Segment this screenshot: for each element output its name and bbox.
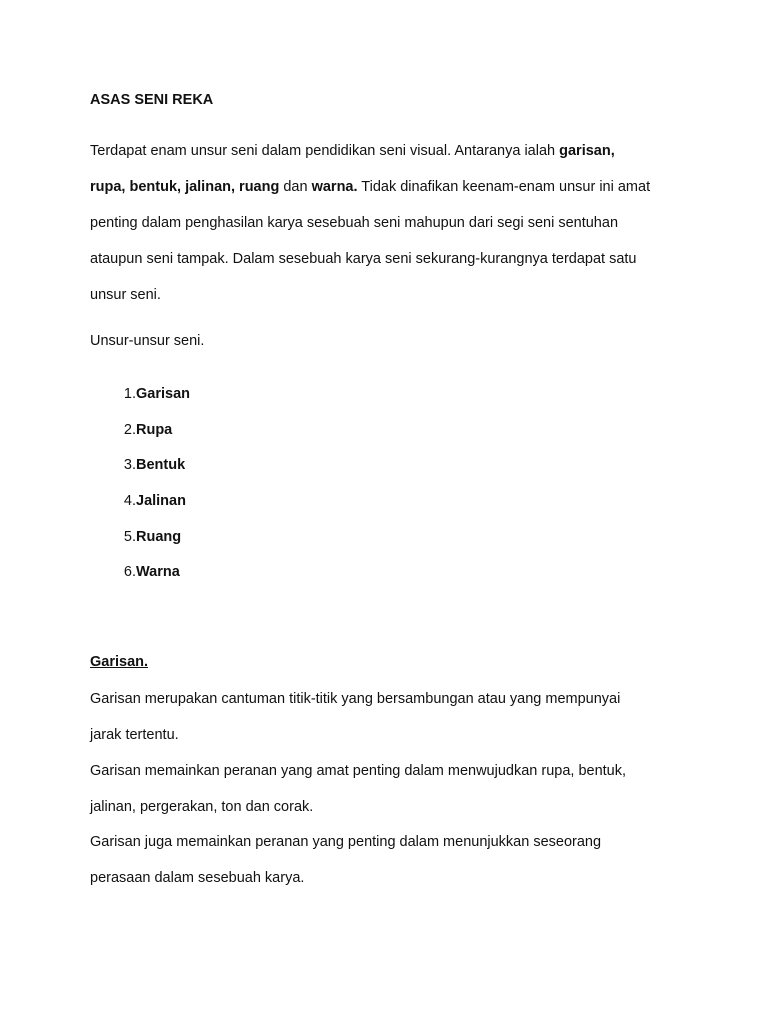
list-label: Jalinan [136, 493, 186, 510]
intro-paragraph [90, 133, 650, 313]
list-label: Rupa [136, 421, 173, 438]
list-label: Ruang [136, 528, 182, 545]
intro-bold-terms: rupa, bentuk, jalinan, ruang [90, 179, 280, 195]
list-number: 3. [123, 457, 136, 474]
garisan-p1-line-1: Garisan merupakan cantuman titik-titik yang bersambungan atau yang mempunyai [90, 691, 621, 707]
intro-text: dan [279, 179, 312, 195]
list-intro: Unsur-unsur seni. [90, 333, 205, 349]
garisan-p1-line-2: jarak tertentu. [90, 727, 179, 743]
intro-line-5: unsur seni. [90, 287, 161, 303]
intro-line-2 [90, 169, 650, 205]
list-label: Bentuk [136, 457, 186, 474]
intro-line-4: ataupun seni tampak. Dalam sesebuah karya seni sekurang-kurangnya terdapat satu [90, 251, 637, 267]
list-item [90, 555, 180, 591]
list-number: 5. [123, 528, 136, 545]
list-item [90, 484, 186, 520]
garisan-paragraph-1 [90, 681, 620, 753]
unsur-list [90, 377, 190, 591]
garisan-paragraph-2 [90, 753, 626, 825]
list-number: 1. [123, 386, 136, 402]
document-title: ASAS SENI REKA [90, 92, 214, 108]
garisan-p2-line-1: Garisan memainkan peranan yang amat penting dalam menwujudkan rupa, bentuk, [90, 763, 627, 779]
garisan-p2-line-2: jalinan, pergerakan, ton dan corak. [90, 799, 314, 815]
list-item [90, 413, 173, 449]
list-item [90, 448, 186, 484]
list-number: 6. [123, 564, 136, 581]
intro-text: Terdapat enam unsur seni dalam pendidikan seni visual. Antaranya ialah [90, 143, 560, 159]
intro-text: Tidak dinafikan keenam-enam unsur ini amat [357, 179, 651, 195]
list-label: Warna [136, 564, 180, 581]
list-item [90, 520, 182, 556]
intro-bold-term: warna. [311, 179, 358, 195]
intro-bold-term: garisan, [559, 143, 615, 159]
list-number: 4. [123, 493, 136, 510]
list-item [90, 377, 190, 413]
list-label: Garisan [136, 386, 190, 402]
list-number: 2. [123, 421, 136, 438]
garisan-paragraph-3 [90, 824, 601, 896]
intro-line-1 [90, 133, 650, 169]
garisan-p3-line-1: Garisan juga memainkan peranan yang penting dalam menunjukkan seseorang [90, 834, 602, 850]
section-heading-garisan: Garisan. [90, 654, 149, 670]
garisan-p3-line-2: perasaan dalam sesebuah karya. [90, 870, 305, 886]
intro-line-3: penting dalam penghasilan karya sesebuah seni mahupun dari segi seni sentuhan [90, 215, 619, 231]
